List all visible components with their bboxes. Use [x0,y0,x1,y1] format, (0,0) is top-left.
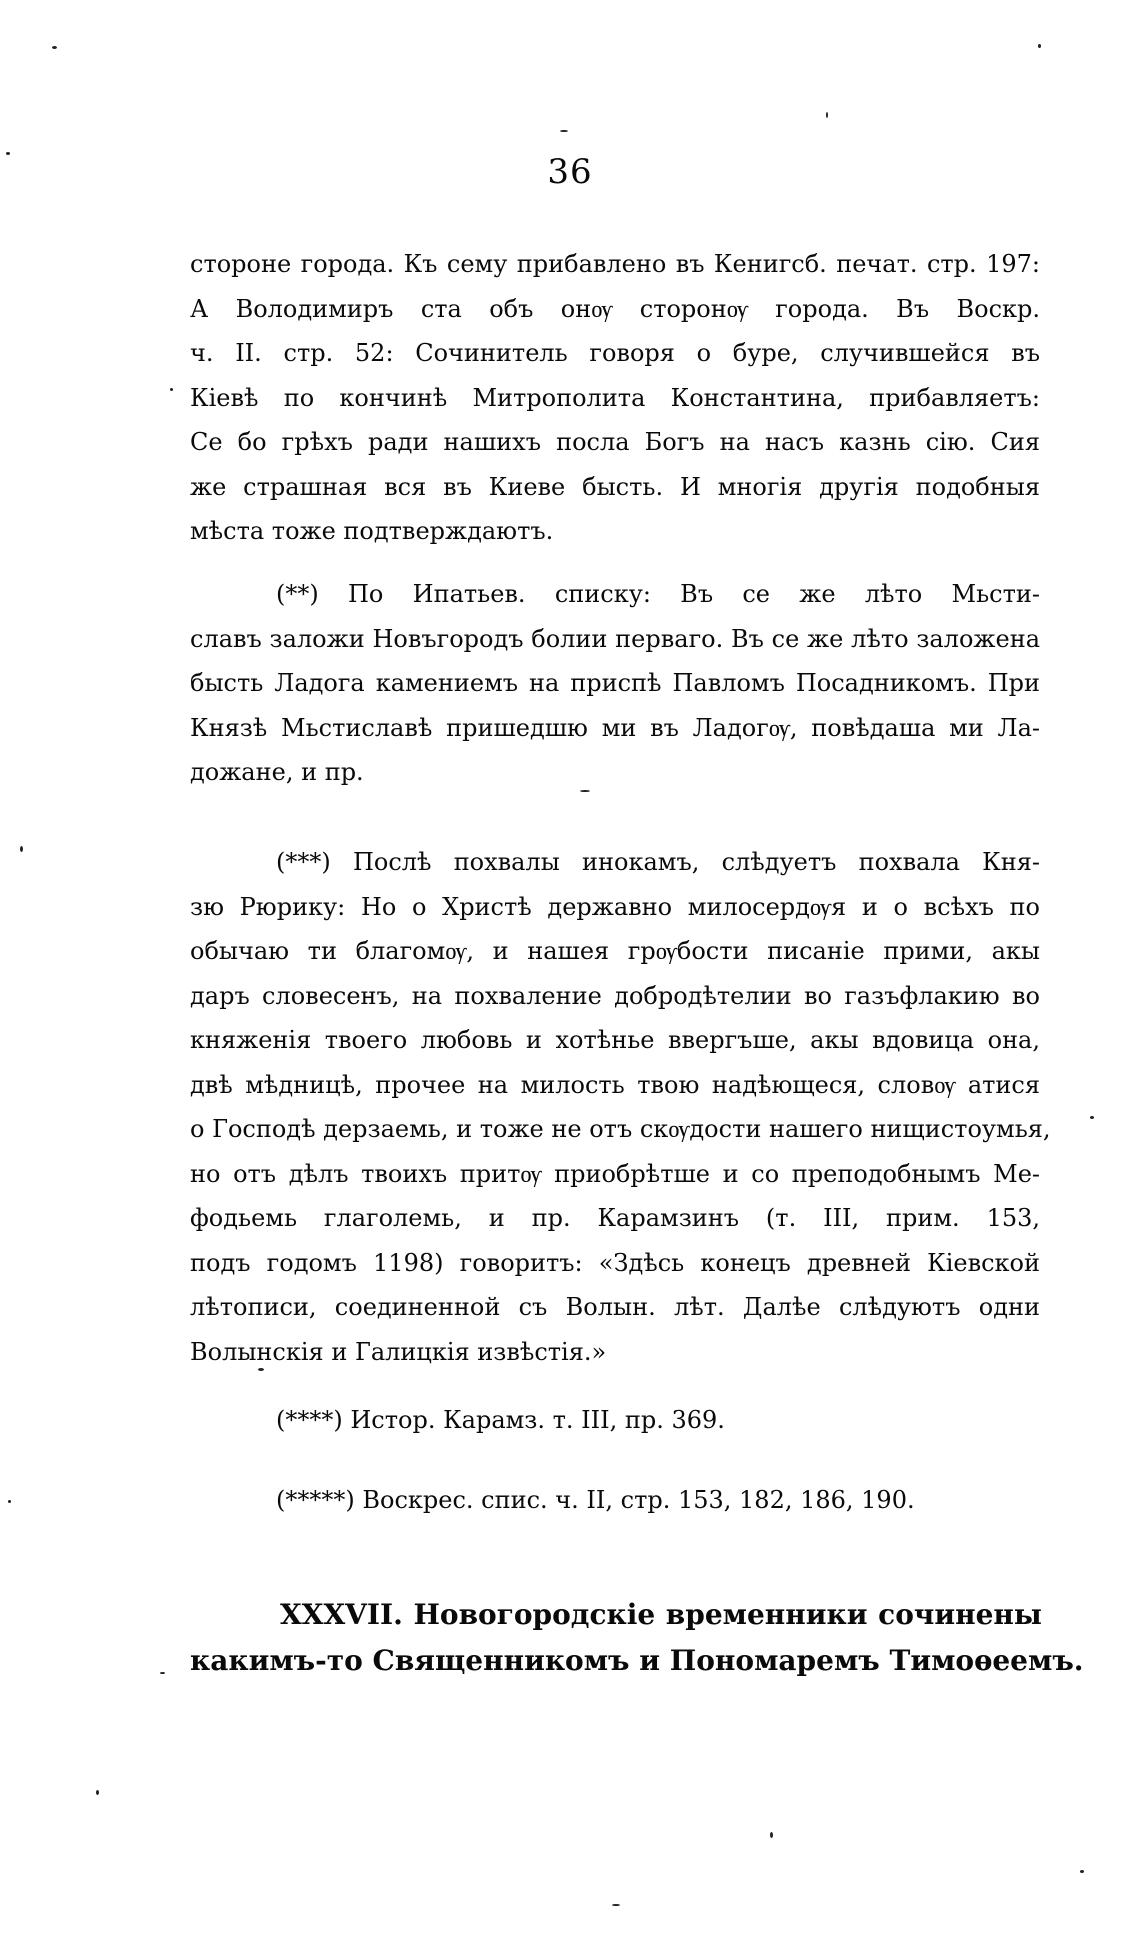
scan-speck [20,846,23,852]
scan-speck [96,1790,99,1795]
text-line: фодьемь глаголемь, и пр. Карамзинъ (т. III, прим. 153, [190,1204,1040,1232]
text-line: (***) Послѣ похвалы инокамъ, слѣдуетъ похвала Кня- [276,848,1040,876]
text-line: Се бо грѣхъ ради нашихъ посла Богъ на насъ казнь сію. Сия [190,428,1040,456]
scan-speck [8,1500,11,1503]
text-line: ч. II. стр. 52: Сочинитель говоря о буре, случившейся въ [190,339,1040,367]
text-line: мѣста тоже подтверждаютъ. [190,517,554,545]
scan-speck [6,152,10,155]
text-line: же страшная вся въ Киеве бысть. И многія другія подобныя [190,472,1040,501]
scan-speck [258,1368,264,1371]
scan-speck [560,130,568,132]
text-line: подъ годомъ 1198) говоритъ: «Здѣсь конецъ древней Кіевской [190,1248,1040,1277]
scan-speck [612,1904,620,1906]
text-line: стороне города. Къ сему прибавлено въ Кенигсб. печат. стр. 197: [190,250,1040,278]
text-line: Кіевѣ по кончинѣ Митрополита Константина, прибавляетъ: [190,383,1040,412]
footnote-4: (****) Истор. Карамз. т. III, пр. 369. [276,1406,725,1434]
footnote-3 [190,840,1051,1374]
scan-speck [770,1832,773,1838]
scan-speck [1090,1116,1094,1119]
text-line: зю Рюрику: Но о Христѣ державно милосердѹя и о всѣхъ по [190,892,1040,921]
page-number: 36 [547,152,593,192]
text-line: Князѣ Мьстиславѣ пришедшю ми въ Ладогѹ, повѣдаша ми Ла- [190,713,1040,742]
text-line: Волынскія и Галицкія извѣстія.» [190,1337,607,1366]
section-heading [190,1592,1084,1684]
scan-speck [580,790,590,792]
scan-speck [1080,1870,1084,1873]
text-line: даръ словесенъ, на похваление добродѣтелии во газъфлакию во [190,981,1040,1010]
heading-line: XXXVII. Новогородскіе временники сочинены [280,1598,1042,1631]
text-line: (**) По Ипатьев. списку: Въ се же лѣто Мьсти- [276,580,1040,608]
text-line: о Господѣ дерзаемь, и тоже не отъ скѹдости нашего нищистоумья, [190,1115,1051,1143]
footnote-2 [190,572,1040,795]
text-line: дожане, и пр. [190,758,364,786]
scan-speck [826,112,828,118]
text-line: но отъ дѣлъ твоихъ притѹ приобрѣтше и со преподобнымъ Ме- [190,1159,1040,1188]
footnote-5: (*****) Воскрес. спис. ч. II, стр. 153, 182, 186, 190. [276,1486,915,1514]
text-line: бысть Ладога камениемъ на приспѣ Павломъ Посадникомъ. При [190,669,1040,697]
text-line: славъ заложи Новъгородъ болии перваго. Въ се же лѣто заложена [190,624,1040,653]
scan-speck [1038,44,1041,48]
scan-speck [170,388,173,391]
scan-speck [160,1672,165,1674]
text-line: двѣ мѣдницѣ, прочее на милость твою надѣющеся, словѹ атися [190,1070,1040,1099]
text-line: обычаю ти благомѹ, и нашея грѹбости писаніе прими, акы [190,937,1040,965]
scan-speck [52,46,57,49]
text-line: А Володимиръ ста объ онѹ сторонѹ города. Въ Воскр. [190,294,1040,323]
text-line: княженія твоего любовь и хотѣнье ввергъше, акы вдовица она, [190,1026,1040,1054]
text-line: лѣтописи, соединенной съ Волын. лѣт. Далѣе слѣдуютъ одни [190,1293,1040,1321]
heading-line: какимъ-то Священникомъ и Пономаремъ Тимоѳеемъ. [190,1644,1084,1677]
paragraph-continuation [190,242,1040,554]
